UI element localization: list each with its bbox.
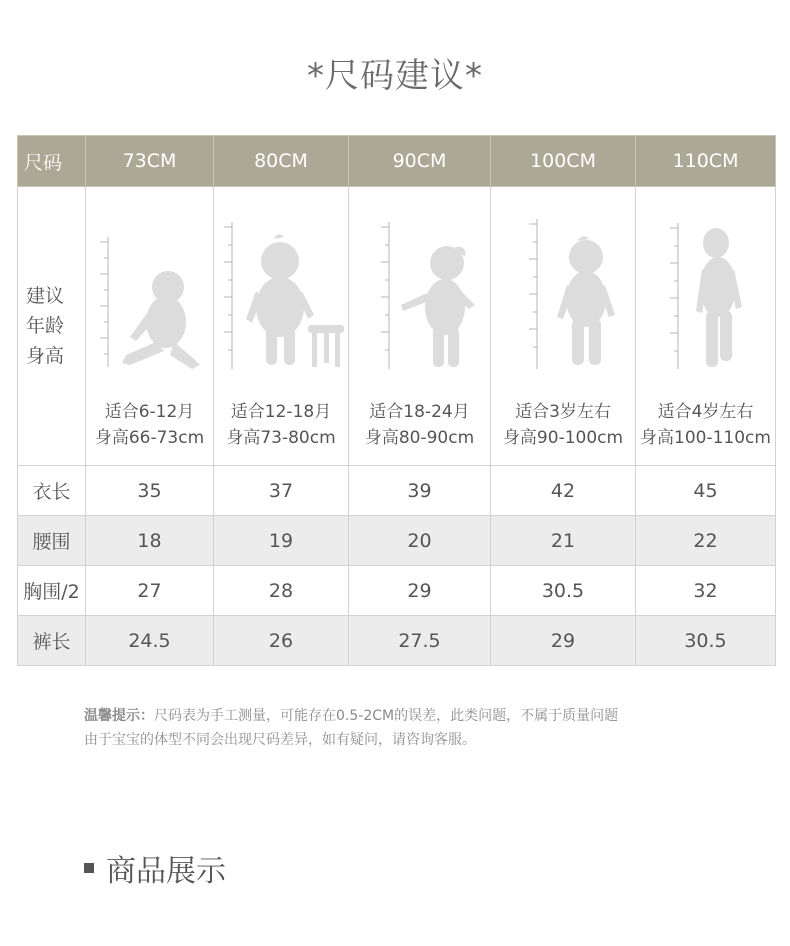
table-cell: 19	[214, 516, 349, 566]
walking-baby-icon	[349, 187, 491, 397]
section-heading-text: 商品展示	[106, 854, 226, 889]
age-cell	[636, 187, 776, 466]
row-label: 裤长	[18, 616, 86, 666]
size-header: 100CM	[491, 136, 636, 187]
table-cell: 21	[491, 516, 636, 566]
size-note	[84, 704, 618, 752]
standing-child-icon	[491, 187, 636, 397]
table-cell: 45	[636, 466, 776, 516]
height-range: 身高100-110cm	[640, 428, 771, 448]
age-cell	[349, 187, 491, 466]
height-range: 身高73-80cm	[226, 428, 336, 448]
table-cell: 42	[491, 466, 636, 516]
row-label: 衣长	[18, 466, 86, 516]
table-cell: 24.5	[86, 616, 214, 666]
size-header: 80CM	[214, 136, 349, 187]
age-range: 适合6-12月	[104, 402, 195, 422]
note-line-2: 由于宝宝的体型不同会出现尺码差异，如有疑问，请咨询客服。	[84, 732, 476, 748]
row-label: 腰围	[18, 516, 86, 566]
note-prefix: 温馨提示：	[84, 708, 154, 724]
table-cell: 35	[86, 466, 214, 516]
table-cell: 30.5	[636, 616, 776, 666]
section-heading	[84, 846, 226, 890]
table-cell: 30.5	[491, 566, 636, 616]
table-cell: 39	[349, 466, 491, 516]
table-row	[18, 616, 776, 666]
table-cell: 37	[214, 466, 349, 516]
age-range: 适合18-24月	[369, 402, 470, 422]
table-cell: 22	[636, 516, 776, 566]
size-header: 110CM	[636, 136, 776, 187]
age-row	[18, 187, 776, 466]
header-label: 尺码	[18, 136, 86, 187]
table-row	[18, 466, 776, 516]
age-cell	[86, 187, 214, 466]
height-range: 身高80-90cm	[364, 428, 475, 448]
table-cell: 27.5	[349, 616, 491, 666]
label-line: 建议	[26, 285, 65, 307]
sitting-baby-icon	[86, 187, 214, 397]
table-cell: 26	[214, 616, 349, 666]
table-row	[18, 516, 776, 566]
age-range: 适合12-18月	[230, 402, 332, 422]
table-cell: 32	[636, 566, 776, 616]
size-header: 73CM	[86, 136, 214, 187]
page-title: *尺码建议*	[307, 56, 483, 96]
size-chart-table	[17, 135, 776, 666]
table-cell: 28	[214, 566, 349, 616]
age-cell	[214, 187, 349, 466]
age-row-label	[18, 187, 86, 466]
table-row	[18, 566, 776, 616]
table-cell: 27	[86, 566, 214, 616]
table-cell: 20	[349, 516, 491, 566]
note-line-1	[84, 704, 618, 728]
table-cell: 29	[491, 616, 636, 666]
age-range: 适合3岁左右	[515, 402, 611, 422]
table-cell: 29	[349, 566, 491, 616]
table-cell: 18	[86, 516, 214, 566]
age-range: 适合4岁左右	[657, 402, 754, 422]
size-header: 90CM	[349, 136, 491, 187]
header-row	[18, 136, 776, 187]
label-line: 身高	[26, 345, 65, 367]
square-bullet-icon	[84, 863, 94, 873]
age-cell	[491, 187, 636, 466]
height-range: 身高90-100cm	[502, 428, 624, 448]
label-line: 年龄	[26, 315, 65, 337]
note-text: 尺码表为手工测量，可能存在0.5-2CM的误差，此类问题，不属于质量问题	[154, 708, 619, 724]
standing-baby-with-stool-icon	[214, 187, 349, 397]
row-label: 胸围/2	[18, 566, 86, 616]
height-range: 身高66-73cm	[94, 428, 205, 448]
tall-child-icon	[636, 187, 776, 397]
